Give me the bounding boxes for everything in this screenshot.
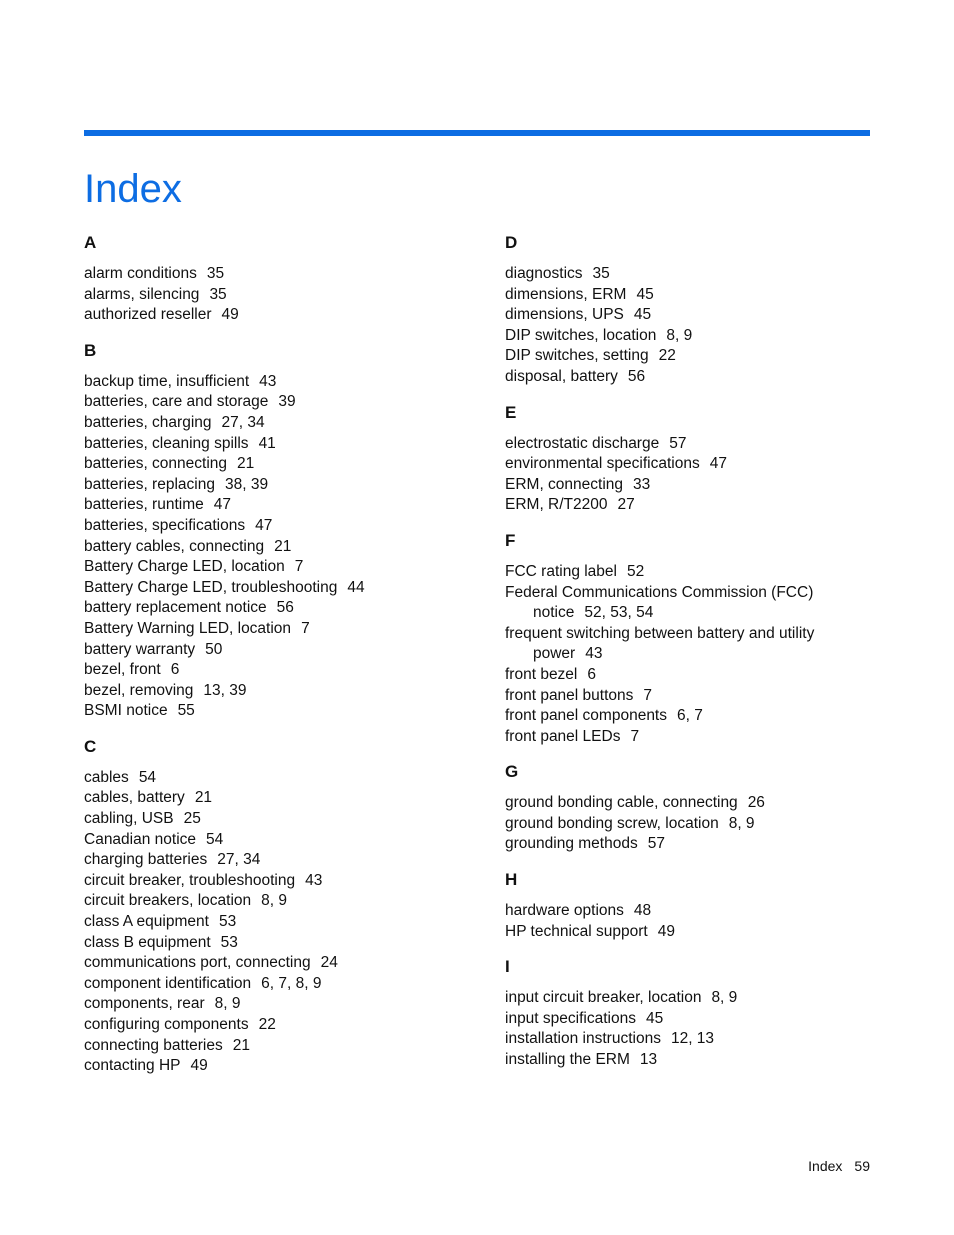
index-entry (505, 285, 885, 306)
entry-term: batteries, connecting (84, 455, 228, 473)
index-entry (84, 264, 464, 285)
section-letter: C (84, 736, 97, 756)
index-entry (84, 1056, 464, 1077)
index-entry (84, 475, 464, 496)
index-entry (505, 367, 885, 388)
index-entry (505, 326, 885, 347)
entry-pages[interactable]: 39 (278, 393, 296, 411)
entry-term: batteries, care and storage (84, 393, 269, 411)
index-section (505, 956, 885, 1070)
entry-term: installation instructions (505, 1030, 661, 1048)
entry-term: BSMI notice (84, 702, 168, 720)
index-entry (84, 305, 464, 326)
entry-pages[interactable]: 7 (630, 727, 640, 745)
section-letter: F (505, 530, 516, 550)
entry-term: installing the ERM (505, 1051, 630, 1069)
entry-pages[interactable]: 21 (274, 537, 292, 555)
entry-term: grounding methods (505, 835, 638, 853)
entry-pages[interactable]: 21 (194, 789, 213, 807)
entry-pages[interactable]: 6, 7 (677, 707, 703, 725)
index-entry (84, 1036, 464, 1057)
entry-pages[interactable]: 35 (592, 265, 610, 282)
entry-pages[interactable]: 53 (220, 933, 238, 951)
index-section (505, 232, 885, 388)
entry-pages[interactable]: 21 (232, 1036, 250, 1054)
section-letter: H (505, 870, 518, 890)
index-entry (84, 850, 464, 871)
entry-list (84, 768, 464, 1077)
entry-pages[interactable]: 56 (276, 599, 294, 617)
entry-term: class A equipment (84, 913, 209, 931)
entry-term: front panel LEDs (505, 727, 621, 745)
index-entry (84, 809, 464, 830)
entry-pages[interactable]: 6, 7, 8, 9 (261, 974, 322, 992)
entry-pages[interactable]: 8, 9 (214, 995, 241, 1013)
entry-term: dimensions, ERM (505, 285, 627, 303)
entry-term: component identification (84, 974, 252, 992)
entry-term: components, rear (84, 995, 205, 1013)
entry-term: Battery Charge LED, location (84, 558, 285, 576)
entry-term: batteries, replacing (84, 475, 215, 493)
entry-list (505, 901, 885, 942)
entry-term: electrostatic discharge (505, 434, 660, 452)
entry-pages[interactable]: 41 (258, 434, 276, 452)
index-entry (84, 974, 464, 995)
index-section (505, 530, 885, 747)
entry-term: ERM, connecting (505, 475, 624, 493)
index-entry (505, 346, 885, 367)
section-letter: A (84, 233, 97, 252)
entry-term: diagnostics (505, 265, 583, 282)
entry-term: disposal, battery (505, 367, 618, 385)
index-entry (505, 727, 885, 748)
entry-term: Federal Communications Commission (FCC) (505, 583, 814, 601)
index-entry (84, 933, 464, 954)
entry-term: input circuit breaker, location (505, 989, 702, 1007)
entry-term: hardware options (505, 902, 624, 920)
index-entry (84, 413, 464, 434)
index-entry (84, 681, 464, 702)
entry-term: circuit breaker, troubleshooting (84, 871, 296, 889)
entry-pages[interactable]: 53 (218, 913, 237, 931)
index-entry (84, 598, 464, 619)
index-section (505, 869, 885, 942)
entry-pages[interactable]: 47 (709, 455, 727, 473)
entry-term: HP technical support (505, 922, 648, 940)
index-entry (505, 793, 885, 814)
index-entry (505, 454, 885, 475)
entry-pages[interactable]: 26 (747, 794, 765, 812)
entry-pages[interactable]: 22 (658, 347, 676, 365)
entry-term: alarm conditions (84, 265, 197, 282)
entry-pages[interactable]: 38, 39 (224, 475, 269, 493)
index-entry (84, 891, 464, 912)
entry-list (84, 264, 464, 326)
index-entry (84, 660, 464, 681)
entry-term: cables (84, 768, 129, 786)
footer-page-number: 59 (854, 1158, 870, 1174)
entry-term: battery cables, connecting (84, 537, 265, 555)
header-rule (84, 130, 870, 136)
entry-term: authorized reseller (84, 306, 212, 324)
entry-term: dimensions, UPS (505, 306, 624, 324)
entry-term: ground bonding cable, connecting (505, 794, 738, 812)
entry-pages[interactable]: 13 (639, 1051, 658, 1069)
entry-pages[interactable]: 33 (633, 475, 651, 493)
index-entry (84, 392, 464, 413)
index-entry (84, 701, 464, 722)
page-footer (808, 1158, 870, 1174)
entry-pages[interactable]: 27, 34 (221, 413, 265, 431)
index-entry (84, 1015, 464, 1036)
index-entry (84, 640, 464, 661)
entry-term: ground bonding screw, location (505, 814, 719, 832)
index-entry (84, 871, 464, 892)
entry-term: batteries, cleaning spills (84, 434, 249, 452)
index-entry (84, 557, 464, 578)
index-entry (84, 516, 464, 537)
entry-pages[interactable]: 43 (585, 645, 603, 663)
entry-continuation: power (533, 645, 576, 663)
index-entry (505, 988, 885, 1009)
entry-term: charging batteries (84, 851, 208, 869)
entry-pages[interactable]: 45 (633, 306, 652, 324)
index-entry (505, 1009, 885, 1030)
entry-term: environmental specifications (505, 455, 700, 473)
entry-pages[interactable]: 25 (183, 810, 201, 828)
index-entry (84, 619, 464, 640)
entry-term: front bezel (505, 665, 578, 683)
entry-pages[interactable]: 45 (645, 1009, 664, 1027)
index-entry (84, 372, 464, 393)
index-entry (505, 834, 885, 855)
entry-pages[interactable]: 7 (643, 686, 653, 704)
index-entry (505, 434, 885, 455)
index-entry (505, 264, 885, 285)
entry-term: batteries, charging (84, 413, 212, 431)
entry-term: configuring components (84, 1016, 249, 1033)
index-entry (505, 583, 885, 604)
section-letter: E (505, 402, 517, 422)
entry-term: battery warranty (84, 640, 196, 658)
entry-term: DIP switches, setting (505, 347, 649, 365)
entry-term: batteries, specifications (84, 516, 246, 534)
index-entry (505, 686, 885, 707)
entry-pages[interactable]: 6 (587, 665, 597, 683)
section-letter: G (505, 762, 519, 782)
entry-pages[interactable]: 47 (255, 516, 273, 534)
index-section (84, 340, 464, 722)
index-entry (505, 624, 885, 645)
entry-list (505, 562, 885, 747)
index-section (505, 402, 885, 516)
index-entry (84, 953, 464, 974)
entry-term: contacting HP (84, 1057, 181, 1075)
entry-pages[interactable]: 54 (206, 830, 224, 848)
index-section (505, 761, 885, 855)
index-column-right (505, 232, 885, 1085)
index-entry (84, 994, 464, 1015)
entry-term: batteries, runtime (84, 496, 204, 514)
index-entry (84, 830, 464, 851)
entry-pages[interactable]: 27 (617, 496, 635, 514)
entry-term: communications port, connecting (84, 954, 311, 972)
entry-pages[interactable]: 45 (636, 285, 654, 303)
page-title: Index (84, 166, 182, 211)
entry-pages[interactable]: 8, 9 (261, 892, 287, 910)
index-entry (505, 1029, 885, 1050)
entry-term: Battery Warning LED, location (84, 619, 292, 637)
entry-term: ERM, R/T2200 (505, 496, 608, 514)
index-entry (505, 562, 885, 583)
entry-term: front panel components (505, 707, 667, 725)
index-entry (505, 706, 885, 727)
entry-list (84, 372, 464, 722)
entry-term: cabling, USB (84, 810, 174, 828)
entry-term: frequent switching between battery and utility (505, 624, 815, 642)
index-entry (505, 1050, 885, 1071)
index-entry (505, 665, 885, 686)
entry-term: Canadian notice (84, 830, 197, 848)
entry-pages[interactable]: 21 (237, 455, 255, 473)
index-entry (84, 912, 464, 933)
index-entry (505, 305, 885, 326)
entry-list (505, 988, 885, 1070)
entry-pages[interactable]: 48 (633, 902, 652, 920)
entry-pages[interactable]: 6 (170, 661, 180, 679)
entry-term: front panel buttons (505, 686, 634, 704)
index-entry (84, 495, 464, 516)
entry-pages[interactable]: 7 (294, 558, 304, 576)
entry-pages[interactable]: 56 (627, 367, 646, 385)
entry-pages[interactable]: 8, 9 (666, 326, 693, 344)
entry-list (505, 434, 885, 516)
index-entry (84, 537, 464, 558)
entry-term: class B equipment (84, 933, 211, 951)
entry-term: backup time, insufficient (84, 372, 250, 390)
entry-pages[interactable]: 50 (205, 640, 223, 658)
index-entry-continuation (505, 644, 885, 665)
entry-term: Battery Charge LED, troubleshooting (84, 578, 338, 596)
entry-pages[interactable]: 52, 53, 54 (584, 604, 654, 622)
index-entry (84, 578, 464, 599)
entry-pages[interactable]: 35 (206, 265, 225, 282)
entry-pages[interactable]: 49 (190, 1057, 208, 1075)
entry-term: connecting batteries (84, 1036, 223, 1054)
entry-list (505, 793, 885, 855)
index-entry-continuation (505, 603, 885, 624)
entry-pages[interactable]: 43 (259, 372, 277, 390)
entry-pages[interactable]: 49 (221, 306, 239, 324)
index-entry (505, 901, 885, 922)
index-entry (84, 768, 464, 789)
index-entry (84, 454, 464, 475)
index-entry (505, 495, 885, 516)
entry-pages[interactable]: 12, 13 (670, 1030, 715, 1048)
section-letter: I (505, 957, 510, 977)
entry-pages[interactable]: 24 (320, 954, 338, 972)
footer-label: Index (808, 1158, 843, 1174)
entry-term: cables, battery (84, 789, 185, 807)
entry-pages[interactable]: 47 (213, 496, 231, 514)
entry-pages[interactable]: 49 (657, 922, 675, 940)
entry-term: DIP switches, location (505, 326, 657, 344)
entry-term: FCC rating label (505, 562, 617, 580)
entry-pages[interactable]: 8, 9 (728, 814, 755, 832)
entry-pages[interactable]: 43 (305, 871, 323, 889)
entry-term: input specifications (505, 1009, 636, 1027)
index-entry (505, 922, 885, 943)
entry-term: bezel, front (84, 661, 161, 679)
entry-list (505, 264, 885, 388)
index-entry (84, 434, 464, 455)
index-entry (505, 814, 885, 835)
entry-pages[interactable]: 35 (209, 285, 227, 303)
index-entry (84, 285, 464, 306)
index-section (84, 736, 464, 1077)
entry-pages[interactable]: 55 (177, 702, 195, 720)
entry-pages[interactable]: 8, 9 (711, 989, 738, 1007)
index-column-left (84, 232, 464, 1091)
entry-pages[interactable]: 52 (627, 562, 645, 580)
index-entry (505, 475, 885, 496)
entry-term: alarms, silencing (84, 285, 200, 303)
entry-pages[interactable]: 44 (347, 578, 365, 596)
section-letter: B (84, 340, 97, 360)
entry-term: bezel, removing (84, 681, 194, 699)
entry-pages[interactable]: 57 (669, 434, 687, 452)
index-entry (84, 788, 464, 809)
entry-pages[interactable]: 27, 34 (217, 851, 261, 869)
section-letter: D (505, 233, 518, 252)
entry-pages[interactable]: 22 (258, 1016, 276, 1033)
entry-continuation: notice (533, 604, 575, 622)
index-section (84, 232, 464, 326)
entry-term: circuit breakers, location (84, 892, 252, 910)
entry-pages[interactable]: 57 (647, 835, 665, 853)
entry-pages[interactable]: 7 (301, 619, 310, 637)
entry-term: battery replacement notice (84, 599, 267, 617)
entry-pages[interactable]: 54 (138, 768, 157, 786)
entry-pages[interactable]: 13, 39 (203, 681, 247, 699)
